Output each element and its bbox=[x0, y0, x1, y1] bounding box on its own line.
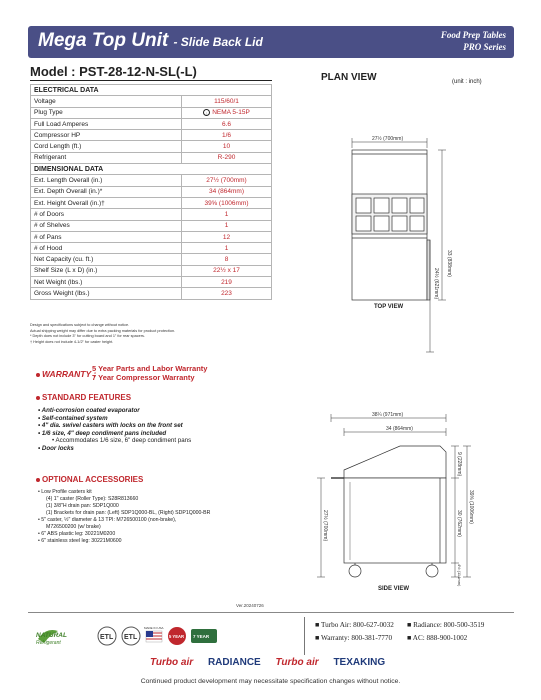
svg-text:NATURAL: NATURAL bbox=[36, 632, 67, 639]
series-line2: PRO Series bbox=[463, 42, 506, 52]
contact-ac: ■ AC: 888-900-1002 bbox=[407, 633, 468, 642]
spec-row bbox=[31, 186, 272, 197]
etl-sanitation-logo bbox=[96, 625, 118, 652]
dim-side-left: 27½ (700mm) bbox=[322, 510, 328, 542]
footer-disclaimer: Continued product development may necessitate specification changes without notice. bbox=[140, 678, 401, 685]
turbo-air-logo-2: Turbo air bbox=[275, 657, 319, 668]
warranty-parts: 5 Year Parts and Labor Warranty bbox=[92, 364, 208, 373]
feature-subitem: • Accommodates 1/6 size, 6" deep condiment pans bbox=[52, 437, 192, 445]
feature-item: • 4" dia. swivel casters with locks on the front set bbox=[38, 422, 183, 430]
top-view-drawing bbox=[352, 138, 446, 352]
spec-value: R-290 bbox=[182, 152, 272, 163]
accessory-item: • 6" stainless steel leg: 30221M0600 bbox=[38, 538, 122, 544]
spec-row bbox=[31, 197, 272, 208]
dim-side-h3: 39⅝ (1006mm) bbox=[468, 490, 474, 524]
svg-text:5 YEAR: 5 YEAR bbox=[169, 634, 185, 639]
side-view-label: SIDE VIEW bbox=[378, 586, 410, 592]
contact-warranty: ■ Warranty: 800-381-7770 bbox=[315, 633, 393, 642]
spec-value: 27½ (700mm) bbox=[182, 175, 272, 186]
spec-row bbox=[31, 265, 272, 276]
spec-value: 115/60/1 bbox=[182, 96, 272, 107]
plan-drawing bbox=[280, 90, 530, 610]
spec-value: ⋮ NEMA 5-15P bbox=[182, 107, 272, 118]
spec-table bbox=[30, 84, 272, 300]
spec-label: # of Doors bbox=[31, 209, 182, 220]
contact-list bbox=[315, 619, 485, 644]
spec-label: # of Shelves bbox=[31, 220, 182, 231]
spec-section-header bbox=[31, 85, 272, 96]
warranty-7-year-badge bbox=[190, 625, 218, 652]
spec-row bbox=[31, 118, 272, 129]
contact-separator bbox=[304, 617, 305, 655]
spec-label: Net Weight (lbs.) bbox=[31, 277, 182, 288]
svg-text:7 YEAR: 7 YEAR bbox=[193, 634, 210, 639]
bullet-icon bbox=[36, 396, 40, 400]
svg-text:ETL: ETL bbox=[100, 634, 114, 641]
spec-label: Compressor HP bbox=[31, 130, 182, 141]
accessory-subitem: (1) Brackets for drain pan: (Left) SDP1Q000-BL, (Right) SDP1Q000-BR bbox=[46, 510, 211, 516]
svg-text:ETL: ETL bbox=[124, 634, 138, 641]
dim-side-h1: 9 (228mm) bbox=[456, 452, 462, 477]
spec-value: 10 bbox=[182, 141, 272, 152]
etl-listed-logo bbox=[120, 625, 142, 652]
spec-value: 1 bbox=[182, 243, 272, 254]
spec-label: Plug Type bbox=[31, 107, 182, 118]
product-subtitle: - Slide Back Lid bbox=[173, 35, 263, 49]
contact-row bbox=[315, 632, 468, 645]
features-title: STANDARD FEATURES bbox=[36, 393, 131, 402]
feature-item: • 1/6 size, 4" deep condiment pans included bbox=[38, 429, 167, 437]
spec-label: Ext. Height Overall (in.)† bbox=[31, 197, 182, 208]
accessory-item: • Low Profile casters kit bbox=[38, 489, 92, 495]
svg-text:Refrigerant: Refrigerant bbox=[36, 640, 61, 646]
spec-row bbox=[31, 209, 272, 220]
product-title: Mega Top Unit bbox=[38, 30, 169, 51]
spec-value: 1 bbox=[182, 209, 272, 220]
features-list bbox=[38, 407, 191, 453]
texaking-logo: TEXAKING bbox=[333, 657, 386, 668]
top-view-label: TOP VIEW bbox=[374, 304, 404, 310]
svg-text:MADE IN USA: MADE IN USA bbox=[144, 626, 164, 630]
spec-row bbox=[31, 107, 272, 118]
accessory-subitem: (1) 3/8"H drain pan: SDP1Q000 bbox=[46, 503, 119, 509]
spec-row bbox=[31, 141, 272, 152]
warranty-5-year-badge bbox=[166, 625, 188, 652]
feature-item: • Door locks bbox=[38, 444, 74, 452]
plan-view-title: PLAN VIEW bbox=[321, 72, 377, 83]
spec-label: Refrigerant bbox=[31, 152, 182, 163]
warranty-compressor: 7 Year Compressor Warranty bbox=[92, 373, 195, 382]
spec-row bbox=[31, 277, 272, 288]
spec-section-title: ELECTRICAL DATA bbox=[31, 85, 272, 96]
spec-label: Ext. Depth Overall (in.)* bbox=[31, 186, 182, 197]
spec-section-header bbox=[31, 164, 272, 175]
dim-side-depth: 34 (864mm) bbox=[386, 426, 413, 432]
side-view-drawing bbox=[317, 414, 471, 577]
accessory-subitem: M726500200 (w/ brake) bbox=[46, 524, 101, 530]
note: † Height does not include 4-1/2" for caster height. bbox=[30, 339, 114, 344]
spec-value: 39⅝ (1006mm) bbox=[182, 197, 272, 208]
spec-label: Gross Weight (lbs.) bbox=[31, 288, 182, 299]
feature-item: • Self-contained system bbox=[38, 414, 108, 422]
accessories-title: OPTIONAL ACCESSORIES bbox=[36, 475, 143, 484]
warranty-label: WARRANTY : bbox=[36, 369, 96, 379]
spec-value: 219 bbox=[182, 277, 272, 288]
spec-value: 223 bbox=[182, 288, 272, 299]
spec-row bbox=[31, 254, 272, 265]
version-label: Ver.20240726 bbox=[236, 603, 264, 608]
spec-label: Cord Length (ft.) bbox=[31, 141, 182, 152]
dim-top-depth: 33 (838mm) bbox=[446, 250, 452, 277]
spec-value: 1/6 bbox=[182, 130, 272, 141]
spec-label: # of Hood bbox=[31, 243, 182, 254]
model-underline bbox=[30, 80, 272, 81]
spec-value: 12 bbox=[182, 231, 272, 242]
bullet-icon bbox=[36, 373, 40, 377]
note: * Depth does not include 3" for cutting board and 1" for rear spacers. bbox=[30, 334, 145, 338]
dim-side-width: 38¼ (971mm) bbox=[372, 412, 404, 418]
spec-label: Full Load Amperes bbox=[31, 118, 182, 129]
note: Design and specifications subject to change without notice. bbox=[30, 323, 130, 327]
dim-top-width: 27½ (700mm) bbox=[372, 136, 404, 142]
spec-notes bbox=[30, 323, 272, 345]
made-in-usa-logo bbox=[144, 625, 164, 652]
brand-logos bbox=[150, 657, 397, 668]
spec-row bbox=[31, 243, 272, 254]
spec-label: Ext. Length Overall (in.) bbox=[31, 175, 182, 186]
dim-top-half: 24½ (621mm) bbox=[433, 268, 439, 300]
dim-side-h4: 4½ (114mm) bbox=[457, 564, 462, 587]
spec-value: 6.6 bbox=[182, 118, 272, 129]
spec-value: 8 bbox=[182, 254, 272, 265]
feature-item: • Anti-corrosion coated evaporator bbox=[38, 407, 140, 414]
accessories-list bbox=[38, 489, 210, 545]
spec-row bbox=[31, 175, 272, 186]
bottom-divider bbox=[28, 612, 514, 613]
spec-section-title: DIMENSIONAL DATA bbox=[31, 164, 272, 175]
accessory-item: • 5" caster, ½" diameter & 13 TPI: M726500100 (non-brake), bbox=[38, 517, 177, 523]
accessory-subitem: (4) 1" caster (Roller Type): S28R813660 bbox=[46, 496, 139, 502]
spec-label: Net Capacity (cu. ft.) bbox=[31, 254, 182, 265]
spec-label: # of Pans bbox=[31, 231, 182, 242]
header-banner bbox=[28, 26, 514, 58]
spec-label: Voltage bbox=[31, 96, 182, 107]
spec-row bbox=[31, 152, 272, 163]
spec-row bbox=[31, 231, 272, 242]
spec-value: 1 bbox=[182, 220, 272, 231]
turbo-air-logo: Turbo air bbox=[150, 657, 194, 668]
plug-icon: ⋮ bbox=[205, 111, 209, 116]
series-line1: Food Prep Tables bbox=[440, 30, 506, 40]
dim-side-h2: 30 (762mm) bbox=[456, 510, 462, 537]
note: Actual shipping weight may differ due to extra packing materials for product protection. bbox=[30, 328, 176, 333]
contact-turbo-air: ■ Turbo Air: 800-627-0032 bbox=[315, 621, 394, 629]
spec-value: 34 (864mm) bbox=[182, 186, 272, 197]
contact-radiance: ■ Radiance: 800-500-3519 bbox=[407, 621, 485, 629]
spec-label: Shelf Size (L x D) (in.) bbox=[31, 265, 182, 276]
contact-row bbox=[315, 619, 485, 632]
spec-value: 22½ x 17 bbox=[182, 265, 272, 276]
accessory-item: • 6" ABS plastic leg: 30221M0200 bbox=[38, 531, 116, 537]
series-label bbox=[441, 29, 506, 53]
model-number: Model : PST-28-12-N-SL(-L) bbox=[30, 64, 197, 79]
spec-row bbox=[31, 288, 272, 299]
spec-row bbox=[31, 96, 272, 107]
natural-refrigerant-logo bbox=[34, 625, 78, 652]
spec-row bbox=[31, 130, 272, 141]
unit-label: (unit : inch) bbox=[452, 79, 482, 85]
bullet-icon bbox=[36, 478, 40, 482]
header-title bbox=[38, 30, 263, 52]
radiance-logo: RADIANCE bbox=[207, 657, 261, 668]
spec-row bbox=[31, 220, 272, 231]
